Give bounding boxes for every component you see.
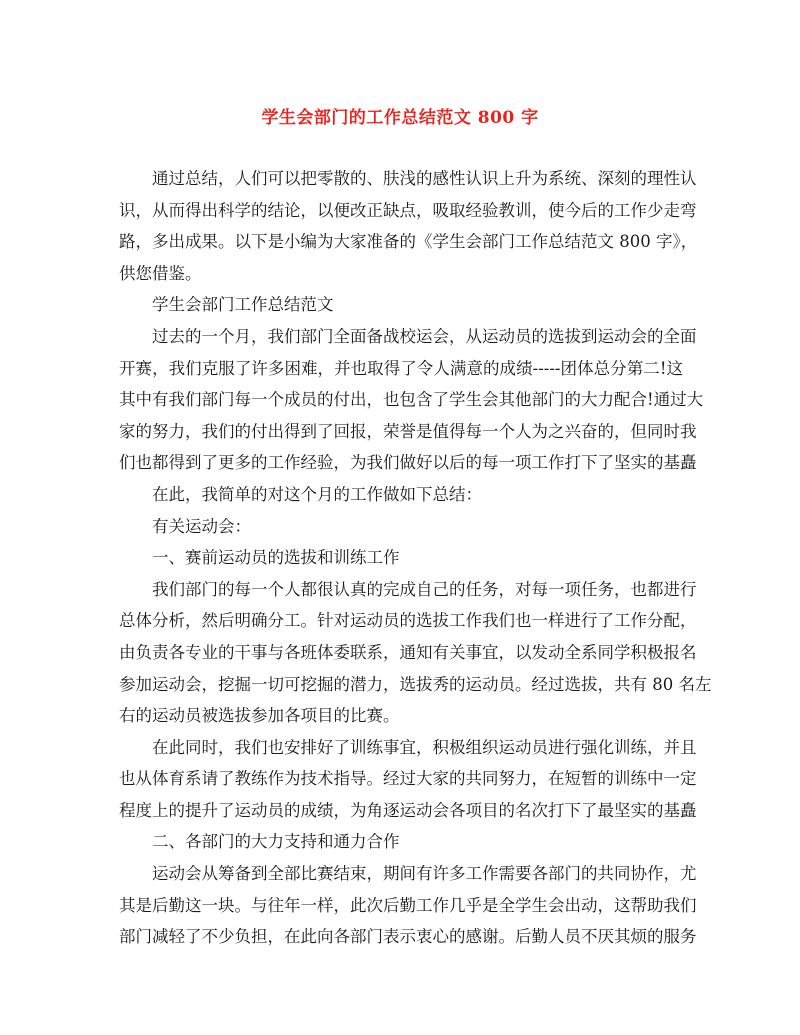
- paragraph-line: 我们部门的每一个人都很认真的完成自己的任务，对每一项任务，也都进行: [152, 579, 697, 599]
- paragraph-line: 家的努力，我们的付出得到了回报，荣誉是值得每一个人为之兴奋的，但同时我: [119, 421, 697, 441]
- paragraph-line: 其中有我们部门每一个成员的付出，也包含了学生会其他部门的大力配合!通过大: [119, 390, 704, 410]
- document-body: [119, 163, 712, 953]
- paragraph-line: 有关运动会：: [152, 516, 251, 536]
- paragraph-line: 也从体育系请了教练作为技术指导。经过大家的共同努力，在短暂的训练中一定: [119, 769, 697, 789]
- paragraph-line: 在此同时，我们也安排好了训练事宜，积极组织运动员进行强化训练，并且: [152, 737, 697, 757]
- paragraph-line: 参加运动会，挖掘一切可挖掘的潜力，选拔秀的运动员。经过选拔，共有 80 名左: [119, 674, 712, 694]
- paragraph: [119, 542, 683, 574]
- paragraph: [119, 163, 698, 289]
- paragraph-line: 一、赛前运动员的选拔和训练工作: [152, 548, 400, 568]
- paragraph: [119, 511, 683, 543]
- paragraph-line: 供您借鉴。: [119, 263, 202, 283]
- paragraph: [119, 479, 683, 511]
- paragraph-line: 们也都得到了更多的工作经验，为我们做好以后的每一项工作打下了坚实的基矗: [119, 453, 697, 473]
- paragraph-line: 开赛，我们克服了许多困难，并也取得了令人满意的成绩-----团体总分第二!这: [119, 358, 683, 378]
- paragraph: [119, 574, 712, 732]
- paragraph-line: 运动会从筹备到全部比赛结束，期间有许多工作需要各部门的共同协作，尤: [152, 864, 697, 884]
- paragraph-line: 学生会部门工作总结范文: [152, 295, 334, 315]
- paragraph: [119, 732, 697, 827]
- paragraph-line: 由负责各专业的干事与各班体委联系，通知有关事宜，以发动全系同学积极报名: [119, 642, 697, 662]
- paragraph-line: 部门减轻了不少负担，在此向各部门表示衷心的感谢。后勤人员不厌其烦的服务: [119, 927, 697, 947]
- paragraph-line: 路，多出成果。以下是小编为大家准备的《学生会部门工作总结范文 800 字》，: [119, 232, 698, 252]
- paragraph: [119, 858, 697, 953]
- paragraph-line: 其是后勤这一块。与往年一样，此次后勤工作几乎是全学生会出动，这帮助我们: [119, 895, 697, 915]
- document-title: 学生会部门的工作总结范文 800 字: [261, 108, 539, 128]
- paragraph-line: 右的运动员被选拔参加各项目的比赛。: [119, 706, 400, 726]
- paragraph: [119, 826, 683, 858]
- paragraph-line: 通过总结，人们可以把零散的、肤浅的感性认识上升为系统、深刻的理性认: [152, 169, 697, 188]
- paragraph-line: 识，从而得出科学的结论，以便改正缺点，吸取经验教训，使今后的工作少走弯: [119, 200, 697, 220]
- paragraph: [119, 289, 683, 321]
- paragraph: [119, 321, 704, 479]
- paragraph-line: 程度上的提升了运动员的成绩，为角逐运动会各项目的名次打下了最坚实的基矗: [119, 800, 697, 820]
- paragraph-line: 二、各部门的大力支持和通力合作: [152, 832, 400, 852]
- paragraph-line: 总体分析，然后明确分工。针对运动员的选拔工作我们也一样进行了工作分配，: [119, 611, 697, 631]
- paragraph-line: 在此，我简单的对这个月的工作做如下总结：: [152, 484, 482, 504]
- paragraph-line: 过去的一个月，我们部门全面备战校运会，从运动员的选拔到运动会的全面: [152, 326, 697, 346]
